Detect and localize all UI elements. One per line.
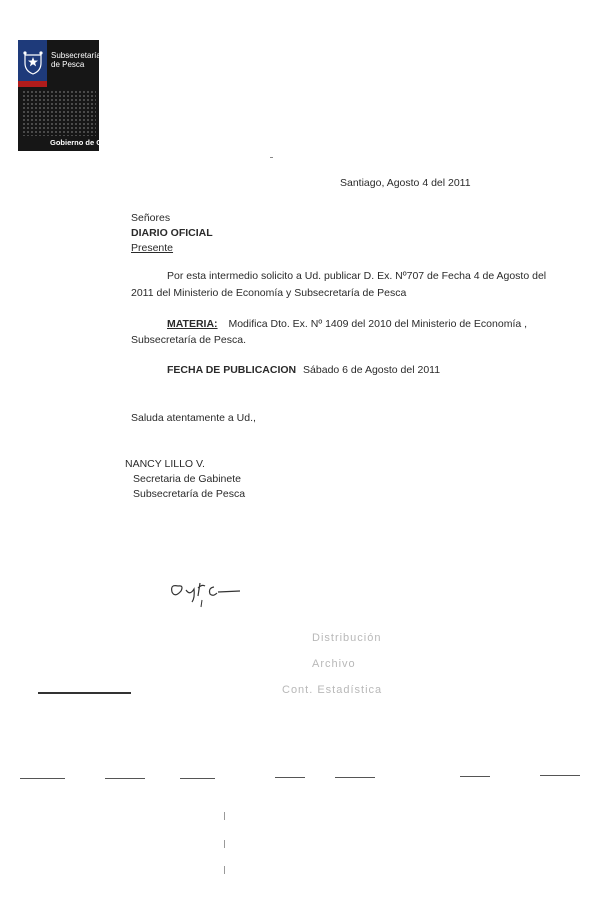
scan-speck [224, 866, 225, 874]
signatory-name: NANCY LILLO V. [125, 458, 205, 470]
divider-line [38, 692, 131, 694]
handwritten-initials [168, 574, 248, 608]
presente: Presente [131, 242, 174, 254]
fecha-line [167, 364, 440, 376]
materia-label: MATERIA: [167, 318, 218, 330]
materia-line [167, 318, 527, 330]
scan-mark [20, 778, 65, 779]
logo-pattern [22, 90, 96, 136]
scan-mark [180, 778, 215, 779]
materia-line-2: Subsecretaría de Pesca. [131, 334, 246, 346]
flag-red-block [18, 81, 47, 87]
scan-mark [335, 777, 375, 778]
org-name: Subsecretaría de Pesca [51, 51, 101, 69]
scan-mark [275, 777, 305, 778]
letterhead-logo [18, 40, 115, 151]
coat-of-arms-icon [22, 49, 44, 75]
fecha-text: Sábado 6 de Agosto del 2011 [303, 364, 441, 376]
date-line: Santiago, Agosto 4 del 2011 [340, 177, 471, 189]
salutation: Señores [131, 212, 171, 224]
body-line-1: Por esta intermedio solicito a Ud. publicar D. Ex. Nº707 de Fecha 4 de Agosto del [167, 270, 547, 282]
speck [270, 157, 273, 158]
closing: Saluda atentamente a Ud., [131, 412, 256, 424]
fecha-label: FECHA DE PUBLICACION [167, 364, 297, 376]
scan-mark [540, 775, 580, 776]
stamp-line-3: Cont. Estadística [282, 684, 383, 696]
scan-mark [460, 776, 490, 777]
stamp-line-2: Archivo [312, 658, 356, 670]
materia-text: Modifica Dto. Ex. Nº 1409 del 2010 del Ministerio de Economía , [228, 318, 528, 330]
scan-speck [224, 840, 225, 848]
gov-name: Gobierno de Chile [50, 138, 115, 147]
stamp-line-1: Distribución [312, 632, 382, 644]
signatory-title: Secretaria de Gabinete [133, 473, 241, 485]
addressee-name: DIARIO OFICIAL [131, 227, 213, 239]
scan-mark [105, 778, 145, 779]
signatory-office: Subsecretaría de Pesca [133, 488, 246, 500]
scan-speck [224, 812, 225, 820]
body-line-2: 2011 del Ministerio de Economía y Subsecretaría de Pesca [131, 287, 407, 299]
